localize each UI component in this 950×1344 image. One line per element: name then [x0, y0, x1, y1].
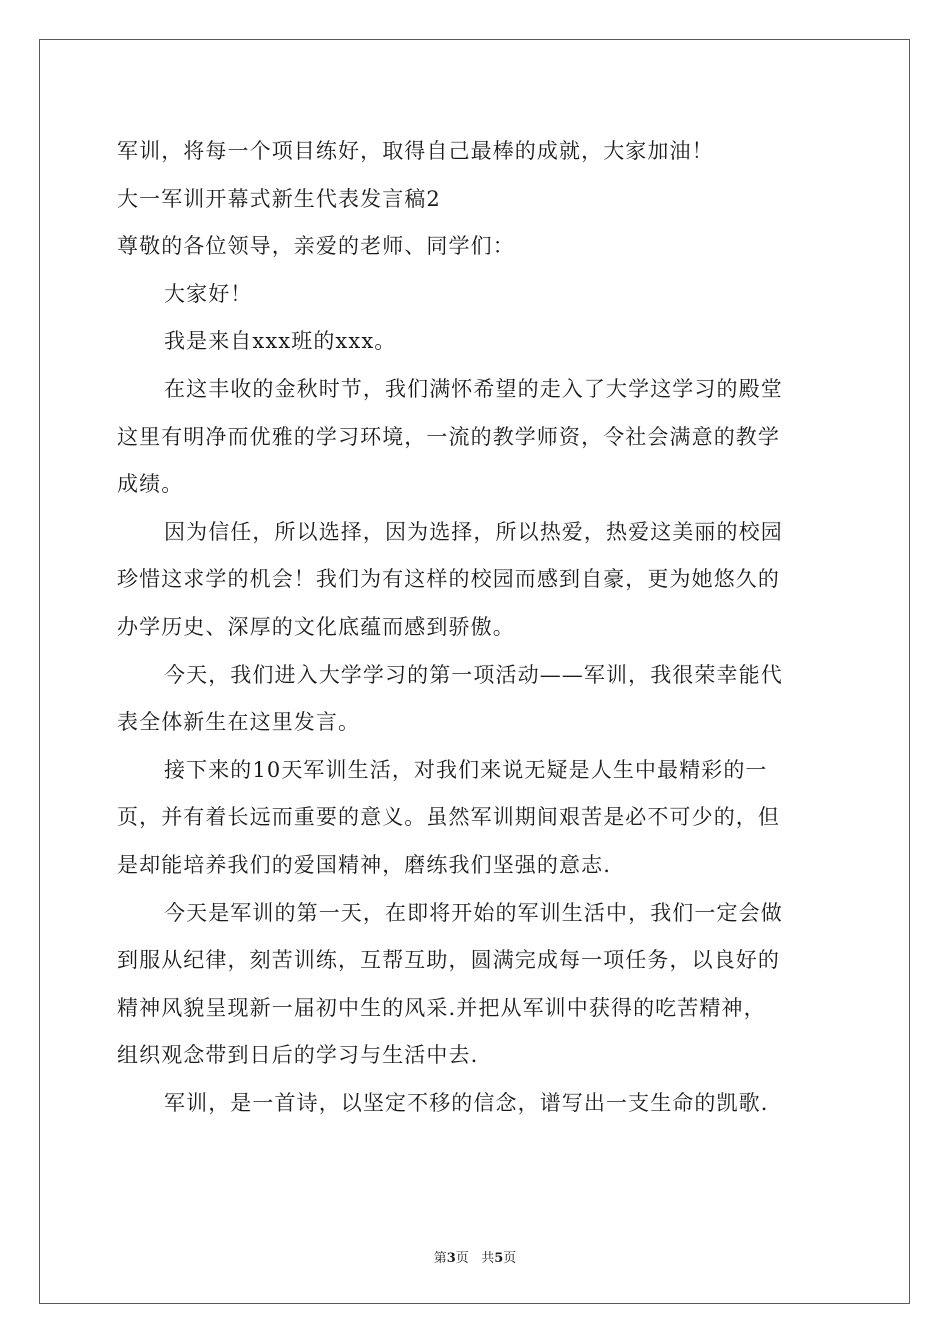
paragraph-line: 今天，我们进入大学学习的第一项活动——军训，我很荣幸能代	[164, 662, 783, 687]
text-line-1: 军训，将每一个项目练好，取得自己最棒的成就，大家加油！	[117, 139, 714, 163]
paragraph-line: 成绩。	[117, 472, 184, 497]
paragraph-line: 表全体新生在这里发言。	[117, 710, 361, 735]
document-body	[117, 128, 837, 1127]
footer-suffix: 页	[503, 1251, 517, 1266]
paragraph-line: 接下来的10天军训生活，对我们来说无疑是人生中最精彩的一	[164, 757, 768, 782]
paragraph-line: 组织观念带到日后的学习与生活中去.	[117, 1043, 479, 1068]
total-pages-number: 5	[494, 1251, 504, 1266]
salutation: 尊敬的各位领导，亲爱的老师、同学们：	[117, 234, 515, 259]
paragraph-line: 军训，是一首诗，以坚定不移的信念，谱写出一支生命的凯歌.	[164, 1090, 769, 1115]
paragraph-line: 珍惜这求学的机会！我们为有这样的校园而感到自豪，更为她悠久的	[117, 567, 780, 592]
paragraph-line: 办学历史、深厚的文化底蕴而感到骄傲。	[117, 614, 515, 639]
paragraph-line: 今天是军训的第一天，在即将开始的军训生活中，我们一定会做	[164, 900, 783, 925]
paragraph-line: 因为信任，所以选择，因为选择，所以热爱，热爱这美丽的校园	[164, 519, 783, 544]
paragraph-line: 是却能培养我们的爱国精神，磨练我们坚强的意志.	[117, 852, 611, 877]
self-introduction: 我是来自xxx班的xxx。	[164, 329, 397, 354]
footer-middle: 页 共	[455, 1251, 495, 1266]
paragraph-line: 这里有明净而优雅的学习环境，一流的教学师资，令社会满意的教学	[117, 424, 780, 449]
current-page-number: 3	[446, 1251, 456, 1266]
paragraph-line: 精神风貌呈现新一届初中生的风采.并把从军训中获得的吃苦精神，	[117, 995, 766, 1020]
page-footer	[0, 1247, 950, 1266]
greeting: 大家好！	[164, 281, 253, 306]
footer-prefix: 第	[433, 1251, 447, 1266]
section-title: 大一军训开幕式新生代表发言稿2	[117, 186, 441, 211]
paragraph-line: 到服从纪律，刻苦训练，互帮互助，圆满完成每一项任务，以良好的	[117, 948, 780, 973]
paragraph-line: 在这丰收的金秋时节，我们满怀希望的走入了大学这学习的殿堂	[164, 376, 783, 401]
paragraph-line: 页，并有着长远而重要的意义。虽然军训期间艰苦是必不可少的，但	[117, 805, 780, 830]
